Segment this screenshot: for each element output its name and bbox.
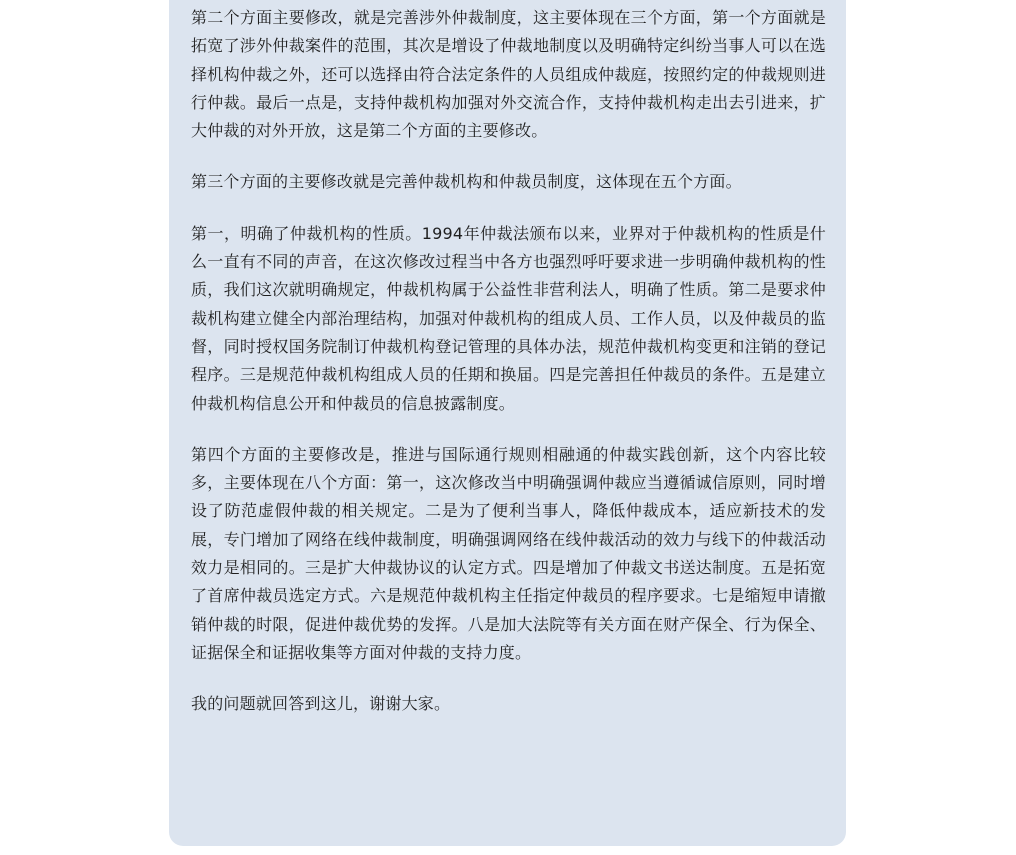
paragraph-foreign-arbitration: 第二个方面主要修改，就是完善涉外仲裁制度，这主要体现在三个方面，第一个方面就是拓宽了涉外仲裁案件的范围，其次是增设了仲裁地制度以及明确特定纠纷当事人可以在选择机构仲裁之外，还可以选择由符合法定条件的人员组成仲裁庭，按照约定的仲裁规则进行仲裁。最后一点是，支持仲裁机构加强对外交流合作，支持仲裁机构走出去引进来，扩大仲裁的对外开放，这是第二个方面的主要修改。 [191,8,826,141]
paragraph-practice-innovation: 第四个方面的主要修改是，推进与国际通行规则相融通的仲裁实践创新，这个内容比较多，主要体现在八个方面：第一，这次修改当中明确强调仲裁应当遵循诚信原则，同时增设了防范虚假仲裁的相关规定。二是为了便利当事人，降低仲裁成本，适应新技术的发展，专门增加了网络在线仲裁制度，明确强调网络在线仲裁活动的效力与线下的仲裁活动效力是相同的。三是扩大仲裁协议的认定方式。四是增加了仲裁文书送达制度。五是拓宽了首席仲裁员选定方式。六是规范仲裁机构主任指定仲裁员的程序要求。七是缩短申请撤销仲裁的时限，促进仲裁优势的发挥。八是加大法院等有关方面在财产保全、行为保全、证据保全和证据收集等方面对仲裁的支持力度。 [191,444,826,662]
paragraph-institution-overview: 第三个方面的主要修改就是完善仲裁机构和仲裁员制度，这体现在五个方面。 [191,172,742,192]
paragraph-institution-details: 第一，明确了仲裁机构的性质。1994年仲裁法颁布以来，业界对于仲裁机构的性质是什么一直有不同的声音，在这次修改过程当中各方也强烈呼吁要求进一步明确仲裁机构的性质，我们这次就明确规定，仲裁机构属于公益性非营利法人，明确了性质。第二是要求仲裁机构建立健全内部治理结构，加强对仲裁机构的组成人员、工作人员，以及仲裁员的监督，同时授权国务院制订仲裁机构登记管理的具体办法，规范仲裁机构变更和注销的登记程序。三是规范仲裁机构组成人员的任期和换届。四是完善担任仲裁员的条件。五是建立仲裁机构信息公开和仲裁员的信息披露制度。 [191,223,826,413]
paragraph-closing: 我的问题就回答到这儿，谢谢大家。 [191,694,451,714]
article-card [169,0,846,846]
